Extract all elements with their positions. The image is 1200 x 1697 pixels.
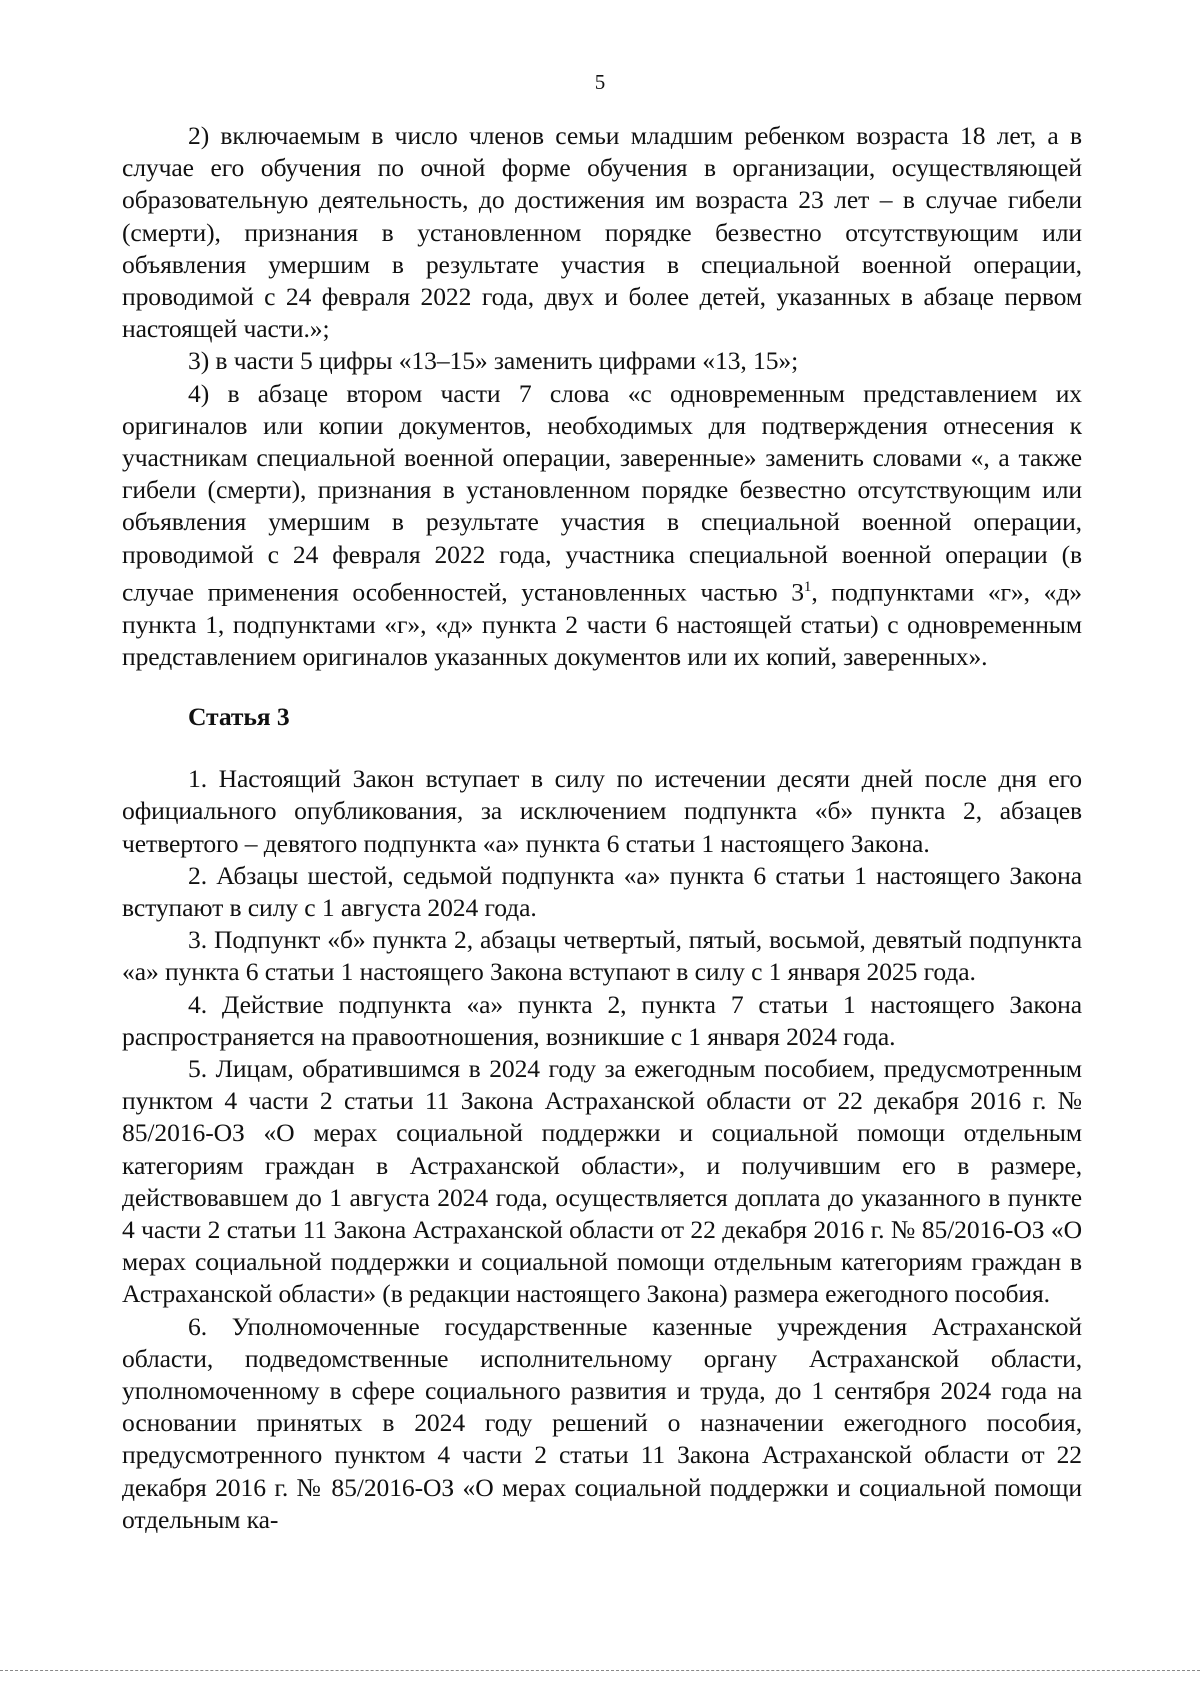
scan-edge-divider (0, 1670, 1200, 1671)
article-paragraph-3: 3. Подпункт «б» пункта 2, абзацы четвертый, пятый, восьмой, девятый подпункта «а» пункта 6 статьи 1 настоящего Закона вступают в силу с 1 января 2025 года. (122, 925, 1082, 987)
page-number: 5 (594, 70, 606, 94)
superscript: 1 (803, 578, 812, 595)
paragraph-item-2: 2) включаемым в число членов семьи младшим ребенком возраста 18 лет, а в случае его обучения по очной форме обучения в организации, осуществляющей образовательную деятельность, до достижения им возраста 23 лет – в случае гибели (смерти), признания в установленном порядке безвестно отсутствующим или объявления умершим в результате участия в специальной военной операции, проводимой с 24 февраля 2022 года, двух и более детей, указанных в абзаце первом настоящей части.»; (122, 121, 1082, 344)
article-paragraph-6: 6. Уполномоченные государственные казенные учреждения Астраханской области, подведомственные исполнительному органу Астраханской области, уполномоченному в сфере социального развития и труда, до 1 сентября 2024 года на основании принятых в 2024 году решений о назначении ежегодного пособия, предусмотренного пунктом 4 части 2 статьи 11 Закона Астраханской области от 22 декабря 2016 г. № 85/2016-ОЗ «О мерах социальной поддержки и социальной помощи отдельным ка- (122, 1311, 1082, 1534)
paragraph-item-3: 3) в части 5 цифры «13–15» заменить цифрами «13, 15»; (188, 346, 799, 376)
article-paragraph-4: 4. Действие подпункта «а» пункта 2, пункта 7 статьи 1 настоящего Закона распространяется на правоотношения, возникшие с 1 января 2024 года. (122, 989, 1082, 1051)
article-paragraph-2: 2. Абзацы шестой, седьмой подпункта «а» пункта 6 статьи 1 настоящего Закона вступают в силу с 1 августа 2024 года. (122, 860, 1082, 922)
paragraph-item-4-part1: 4) в абзаце втором части 7 слова «с одновременным представлением их оригиналов или копии документов, необходимых для подтверждения отнесения к участникам специальной военной операции, заверенные» заменить словами «, а также гибели (смерти), признания в установленном порядке безвестно отсутствующим или объявления умершим в результате участия в специальной военной операции, проводимой с 24 февраля 2022 года, участника специальной военной операции (в случае применения особенностей, установленных частью 3 (122, 378, 1082, 607)
article-paragraph-1: 1. Настоящий Закон вступает в силу по истечении десяти дней после дня его официального опубликования, за исключением подпункта «б» пункта 2, абзацев четвертого – девятого подпункта «а» пункта 6 статьи 1 настоящего Закона. (122, 764, 1082, 858)
article-paragraph-5: 5. Лицам, обратившимся в 2024 году за ежегодным пособием, предусмотренным пунктом 4 части 2 статьи 11 Закона Астраханской области от 22 декабря 2016 г. № 85/2016-ОЗ «О мерах социальной поддержки и социальной помощи отдельным категориям граждан в Астраханской области», и получившим его в размере, действовавшем до 1 августа 2024 года, осуществляется доплата до указанного в пункте 4 части 2 статьи 11 Закона Астраханской области от 22 декабря 2016 г. № 85/2016-ОЗ «О мерах социальной поддержки и социальной помощи отдельным категориям граждан в Астраханской области» (в редакции настоящего Закона) размера ежегодного пособия. (122, 1054, 1082, 1309)
paragraph-item-4-part2: , подпунктами «г», «д» пункта 1, подпунктами «г», «д» пункта 2 части 6 настоящей статьи) с одновременным представлением оригиналов указанных документов или их копий, заверенных». (122, 577, 1082, 671)
document-body (122, 120, 1082, 1536)
article-heading: Статья 3 (188, 701, 290, 731)
paragraph-item-4 (122, 378, 1082, 673)
